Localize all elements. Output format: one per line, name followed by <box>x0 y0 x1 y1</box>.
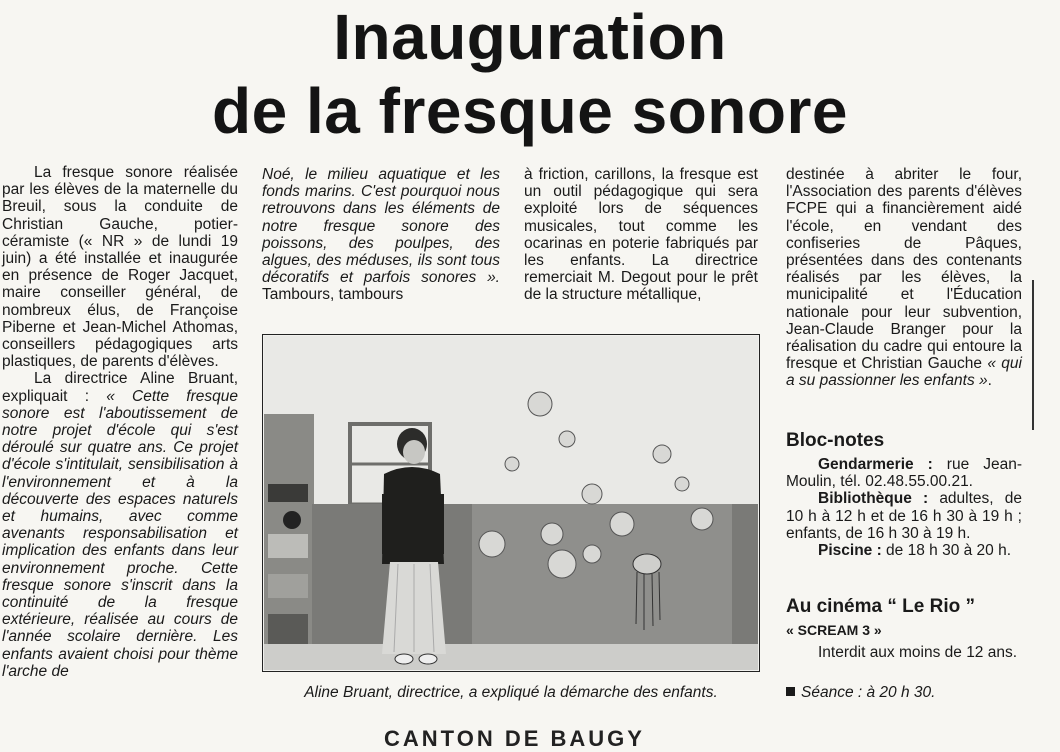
column-rule <box>1032 280 1034 430</box>
bibliotheque-text: adultes, de 10 h à 12 h et de 16 h 30 à 19 h ; enfants, de 16 h 30 à 19 h. <box>786 490 1022 542</box>
seance-text: : à 20 h 30. <box>853 684 936 701</box>
article-column-4 <box>786 166 1022 390</box>
piscine-entry <box>786 542 1022 559</box>
director-quote: « Cette fresque sonore est l'aboutissement de notre projet d'école qui s'est déroulé sur quatre ans. Ce projet d'école s'intitulait, sensibilisation à l'environnement et à la découverte des espaces naturels et humains, avec comme avenants responsabilisation et implication des enfants dans leur environnement proche. Cette fresque sonore s'inscrit dans la continuité de la fresque extérieure, réalisée au cours de l'année scolaire dernière. Les enfants avaient choisi pour thème l'arche de <box>2 387 238 680</box>
bloc-notes-body <box>786 456 1022 559</box>
seance-label: Séance <box>801 684 854 701</box>
cinema-heading: Au cinéma “ Le Rio ” <box>786 596 975 617</box>
paragraph-text: Tambours, tambours <box>262 286 404 304</box>
bibliotheque-entry <box>786 490 1022 542</box>
gendarmerie-text: rue Jean-Moulin, tél. 02.48.55.00.21. <box>786 456 1022 491</box>
seance-line <box>786 684 935 702</box>
gendarmerie-entry <box>786 456 1022 490</box>
quote-continued: Noé, le milieu aquatique et les fonds marins. C'est pourquoi nous retrouvons dans les éléments de notre fresque sonore des poissons, des poulpes, des algues, des méduses, ils sont tous décoratifs et parfois sonores ». <box>262 166 500 287</box>
article-paragraph-2 <box>2 370 238 680</box>
rating-text: Interdit aux moins de 12 ans. <box>818 644 1018 661</box>
paragraph-lead: La directrice Aline Bruant, expliquait : <box>2 370 238 405</box>
article-column-3 <box>524 166 758 304</box>
gendarmerie-label: Gendarmerie : <box>818 456 933 473</box>
article-column-1 <box>2 164 238 680</box>
article-paragraph-1: La fresque sonore réalisée par les élèves de la maternelle du Breuil, sous la conduite de Christian Gauche, potier-céramiste (« NR » de lundi 19 juin) a été installée et inaugurée en présence de Roger Jacquet, maire conseiller général, de nombreux élus, de Françoise Piberne et Jean-Michel Athomas, conseillers pédagogiques arts plastiques, de parents d'élèves. <box>2 164 238 371</box>
piscine-text: de 18 h 30 à 20 h. <box>881 542 1012 560</box>
headline-line-1: Inauguration <box>333 1 727 73</box>
bibliotheque-label: Bibliothèque : <box>818 490 929 508</box>
paragraph-text: destinée à abriter le four, l'Association des parents d'élèves FCPE qui a financièrement aidé l'école, en vendant des confiseries de Pâques, présentées dans des contenants réalisés par les élèves, la municipalité et l'Éducation nationale pour leur subvention, Jean-Claude Branger pour la réalisation du cadre qui entoure la fresque et Christian Gauche <box>786 166 1022 373</box>
paragraph-end: . <box>987 372 992 390</box>
bullet-icon <box>786 687 795 696</box>
film-title: « SCREAM 3 » <box>786 622 882 638</box>
bloc-notes-heading: Bloc-notes <box>786 430 885 451</box>
film-rating <box>786 644 1022 661</box>
article-column-2 <box>262 166 500 304</box>
photo-caption: Aline Bruant, directrice, a expliqué la démarche des enfants. <box>304 684 718 701</box>
quote-text: « qui a su passionner les enfants » <box>786 355 1022 390</box>
classroom-photo <box>262 334 760 672</box>
next-section-heading: CANTON DE BAUGY <box>384 726 645 751</box>
piscine-label: Piscine : <box>818 542 882 560</box>
headline-line-2: de la fresque sonore <box>212 75 848 147</box>
paragraph-text: à friction, carillons, la fresque est un outil pédagogique qui sera exploité lors de séquences musicales, tout comme les ocarinas en poterie fabriqués par les enfants. La directrice remerciait M. Degout pour le prêt de la structure métallique, <box>524 166 758 304</box>
